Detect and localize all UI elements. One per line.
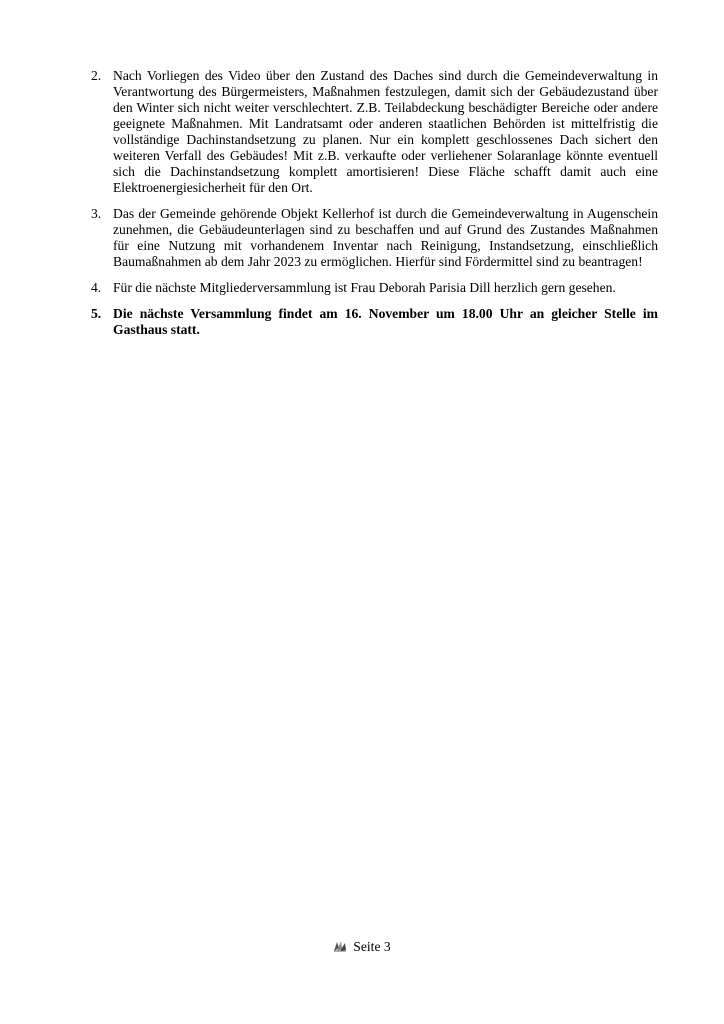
page-logo-icon [333,939,347,951]
list-item-number: 4. [91,280,102,295]
list-item-text: Für die nächste Mitgliederversammlung ist Frau Deborah Parisia Dill herzlich gern gesehen. [113,280,616,295]
list-item-text: Die nächste Versammlung findet am 16. November um 18.00 Uhr an gleicher Stelle im Gasthaus statt. [113,306,658,337]
list-item-text: Nach Vorliegen des Video über den Zustand des Daches sind durch die Gemeindeverwaltung in Verantwortung des Bürgermeisters, Maßnahmen festzulegen, damit sich der Gebäudezustand über den Winter sich nicht weiter verschlechtert. Z.B. Teilabdeckung beschädigter Bereiche oder andere geeignete Maßnahmen. Mit Landratsamt oder anderen staatlichen Behörden ist mittelfristig die vollständige Dachinstandsetzung zu planen. Nur ein komplett geschlossenes Dach sichert den weiteren Verfall des Gebäudes! Mit z.B. verkaufte oder verliehener Solaranlage könnte eventuell sich die Dachinstandsetzung komplett amortisieren! Diese Fläche schafft damit auch eine Elektroenergiesicherheit für den Ort. [113,68,658,195]
page-footer [0,938,724,956]
list-item [86,206,658,270]
list-item-text: Das der Gemeinde gehörende Objekt Kellerhof ist durch die Gemeindeverwaltung in Augenschein zunehmen, die Gebäudeunterlagen sind zu beschaffen und auf Grund des Zustandes Maßnahmen für eine Nutzung mit vorhandenem Inventar nach Reinigung, Instandsetzung, einschließlich Baumaßnahmen ab dem Jahr 2023 zu ermöglichen. Hierfür sind Fördermittel sind zu beantragen! [113,206,658,269]
numbered-list [86,68,658,348]
list-item-announcement [86,306,658,338]
list-item-number: 2. [91,68,102,83]
page-number: Seite 3 [353,939,391,954]
list-item [86,280,658,296]
list-item-number: 5. [91,306,102,321]
list-item-number: 3. [91,206,102,221]
list-item [86,68,658,196]
